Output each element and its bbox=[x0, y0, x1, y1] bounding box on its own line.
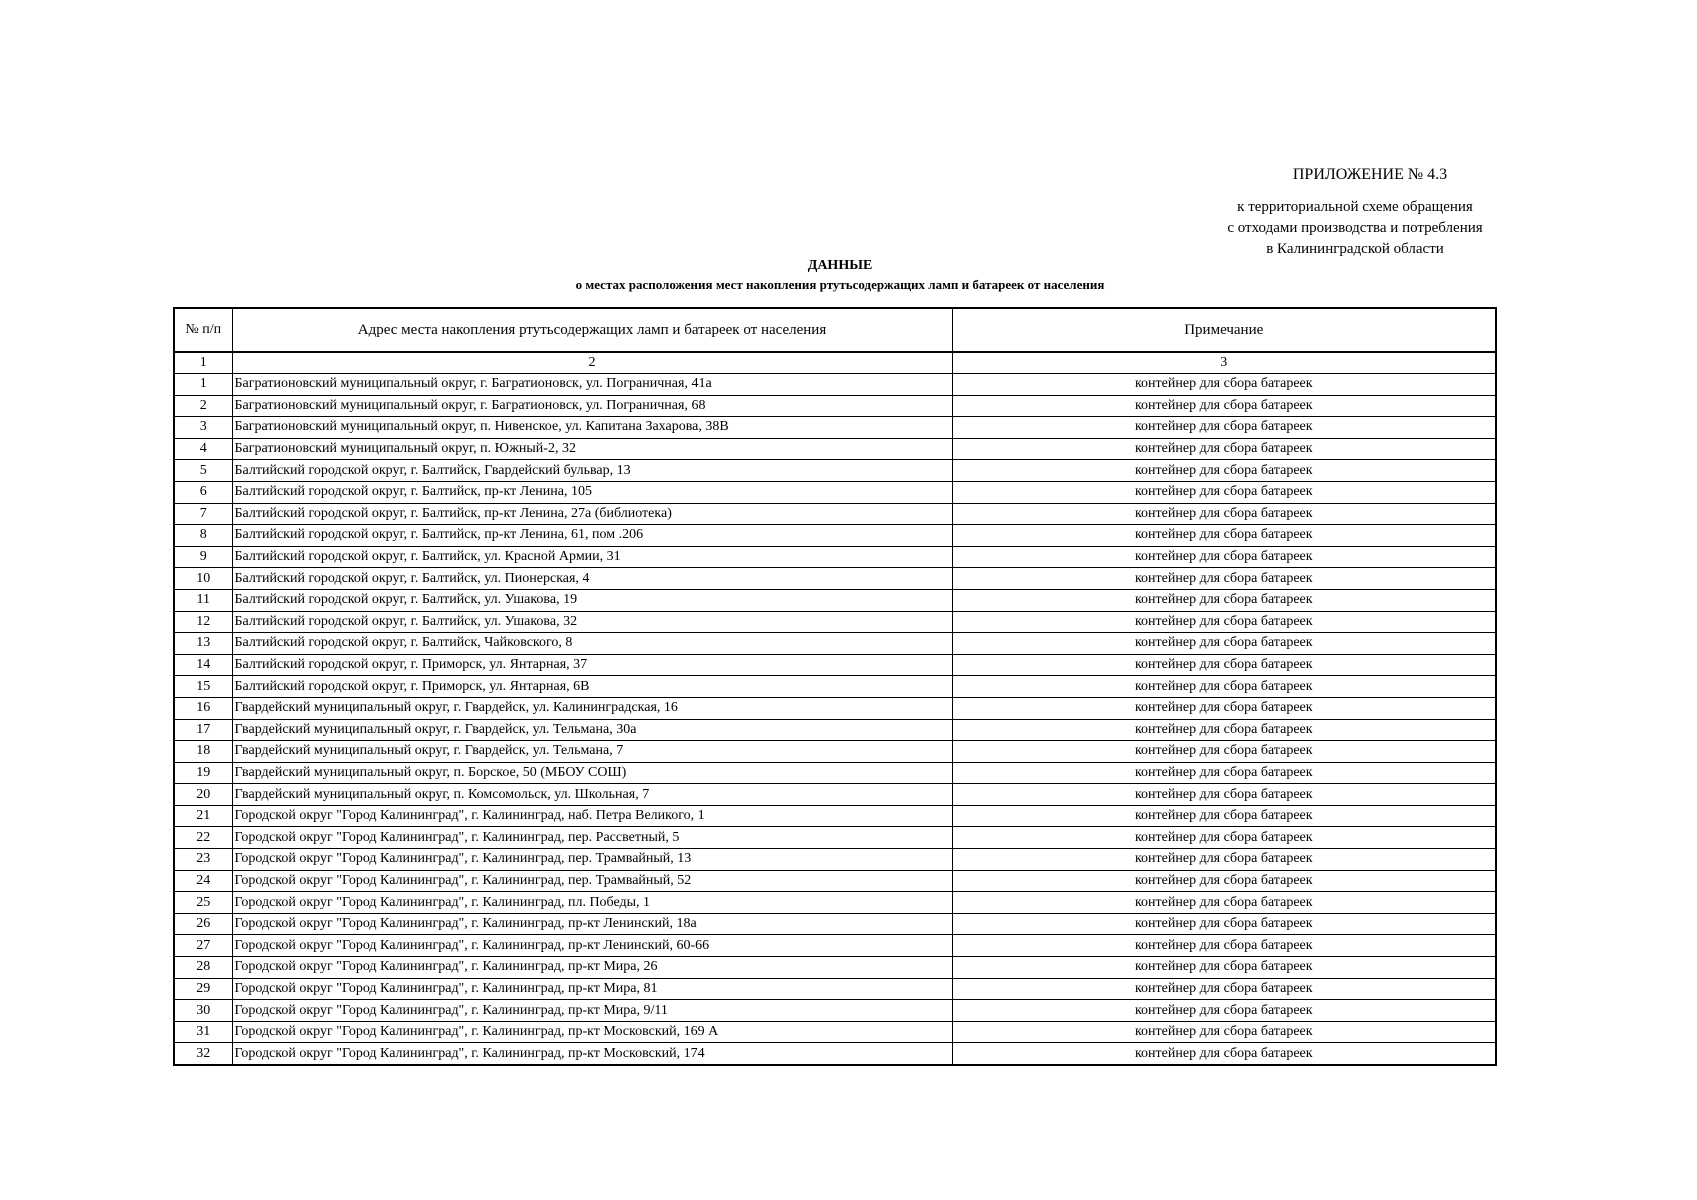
appendix-block bbox=[1150, 166, 1560, 260]
column-number: 1 bbox=[174, 352, 232, 374]
row-address: Балтийский городской округ, г. Балтийск, пр-кт Ленина, 27а (библиотека) bbox=[232, 503, 952, 525]
column-number: 3 bbox=[952, 352, 1496, 374]
row-address: Багратионовский муниципальный округ, г. Багратионовск, ул. Пограничная, 68 bbox=[232, 395, 952, 417]
table-row bbox=[174, 784, 1496, 806]
table-row bbox=[174, 935, 1496, 957]
row-number: 20 bbox=[174, 784, 232, 806]
row-note: контейнер для сбора батареек bbox=[952, 805, 1496, 827]
row-note: контейнер для сбора батареек bbox=[952, 1043, 1496, 1065]
table-row bbox=[174, 978, 1496, 1000]
row-number: 23 bbox=[174, 849, 232, 871]
table-row bbox=[174, 957, 1496, 979]
row-note: контейнер для сбора батареек bbox=[952, 589, 1496, 611]
appendix-line: к территориальной схеме обращения bbox=[1237, 199, 1473, 215]
row-number: 19 bbox=[174, 762, 232, 784]
row-number: 30 bbox=[174, 1000, 232, 1022]
table-row bbox=[174, 1021, 1496, 1043]
row-note: контейнер для сбора батареек bbox=[952, 719, 1496, 741]
row-number: 27 bbox=[174, 935, 232, 957]
row-address: Городской округ "Город Калининград", г. Калининград, пер. Трамвайный, 13 bbox=[232, 849, 952, 871]
row-address: Гвардейский муниципальный округ, п. Борское, 50 (МБОУ СОШ) bbox=[232, 762, 952, 784]
row-address: Балтийский городской округ, г. Балтийск, ул. Ушакова, 32 bbox=[232, 611, 952, 633]
table-row bbox=[174, 741, 1496, 763]
row-number: 6 bbox=[174, 481, 232, 503]
row-address: Городской округ "Город Калининград", г. Калининград, пр-кт Мира, 9/11 bbox=[232, 1000, 952, 1022]
header-address: Адрес места накопления ртутьсодержащих ламп и батареек от населения bbox=[232, 308, 952, 352]
row-number: 9 bbox=[174, 546, 232, 568]
row-address: Городской округ "Город Калининград", г. Калининград, пр-кт Мира, 26 bbox=[232, 957, 952, 979]
row-note: контейнер для сбора батареек bbox=[952, 935, 1496, 957]
row-note: контейнер для сбора батареек bbox=[952, 525, 1496, 547]
table-row bbox=[174, 568, 1496, 590]
table-row bbox=[174, 1000, 1496, 1022]
row-note: контейнер для сбора батареек bbox=[952, 568, 1496, 590]
table-row bbox=[174, 503, 1496, 525]
row-note: контейнер для сбора батареек bbox=[952, 957, 1496, 979]
row-number: 12 bbox=[174, 611, 232, 633]
row-address: Балтийский городской округ, г. Балтийск, пр-кт Ленина, 105 bbox=[232, 481, 952, 503]
row-note: контейнер для сбора батареек bbox=[952, 417, 1496, 439]
row-note: контейнер для сбора батареек bbox=[952, 460, 1496, 482]
appendix-line: в Калининградской области bbox=[1266, 241, 1444, 257]
row-address: Городской округ "Город Калининград", г. Калининград, пл. Победы, 1 bbox=[232, 892, 952, 914]
row-number: 21 bbox=[174, 805, 232, 827]
appendix-title: ПРИЛОЖЕНИЕ № 4.3 bbox=[1292, 166, 1448, 183]
table-row bbox=[174, 870, 1496, 892]
table-row bbox=[174, 417, 1496, 439]
table-row bbox=[174, 460, 1496, 482]
row-number: 29 bbox=[174, 978, 232, 1000]
row-number: 8 bbox=[174, 525, 232, 547]
row-number: 31 bbox=[174, 1021, 232, 1043]
row-address: Городской округ "Город Калининград", г. Калининград, пер. Рассветный, 5 bbox=[232, 827, 952, 849]
row-number: 2 bbox=[174, 395, 232, 417]
row-address: Балтийский городской округ, г. Балтийск, Чайковского, 8 bbox=[232, 633, 952, 655]
table-row bbox=[174, 849, 1496, 871]
table-row bbox=[174, 719, 1496, 741]
row-number: 18 bbox=[174, 741, 232, 763]
row-note: контейнер для сбора батареек bbox=[952, 481, 1496, 503]
row-note: контейнер для сбора батареек bbox=[952, 849, 1496, 871]
row-note: контейнер для сбора батареек bbox=[952, 546, 1496, 568]
document-subtitle: о местах расположения мест накопления ртутьсодержащих ламп и батареек от населения bbox=[575, 277, 1105, 292]
row-address: Городской округ "Город Калининград", г. Калининград, пер. Трамвайный, 52 bbox=[232, 870, 952, 892]
table-row bbox=[174, 374, 1496, 396]
row-note: контейнер для сбора батареек bbox=[952, 676, 1496, 698]
row-address: Городской округ "Город Калининград", г. Калининград, наб. Петра Великого, 1 bbox=[232, 805, 952, 827]
row-number: 28 bbox=[174, 957, 232, 979]
row-number: 26 bbox=[174, 913, 232, 935]
column-number: 2 bbox=[232, 352, 952, 374]
row-number: 11 bbox=[174, 589, 232, 611]
row-number: 1 bbox=[174, 374, 232, 396]
row-address: Городской округ "Город Калининград", г. Калининград, пр-кт Ленинский, 60-66 bbox=[232, 935, 952, 957]
table-row bbox=[174, 611, 1496, 633]
row-note: контейнер для сбора батареек bbox=[952, 784, 1496, 806]
row-number: 22 bbox=[174, 827, 232, 849]
row-address: Багратионовский муниципальный округ, п. Нивенское, ул. Капитана Захарова, 38В bbox=[232, 417, 952, 439]
row-number: 7 bbox=[174, 503, 232, 525]
row-note: контейнер для сбора батареек bbox=[952, 741, 1496, 763]
row-number: 16 bbox=[174, 697, 232, 719]
table-row bbox=[174, 762, 1496, 784]
row-address: Гвардейский муниципальный округ, г. Гвардейск, ул. Тельмана, 30а bbox=[232, 719, 952, 741]
table-row bbox=[174, 546, 1496, 568]
table-row bbox=[174, 438, 1496, 460]
document-heading bbox=[450, 257, 1230, 295]
table-row bbox=[174, 913, 1496, 935]
row-address: Балтийский городской округ, г. Балтийск, пр-кт Ленина, 61, пом .206 bbox=[232, 525, 952, 547]
row-address: Городской округ "Город Калининград", г. Калининград, пр-кт Московский, 174 bbox=[232, 1043, 952, 1065]
row-address: Балтийский городской округ, г. Приморск, ул. Янтарная, 37 bbox=[232, 654, 952, 676]
row-address: Балтийский городской округ, г. Приморск, ул. Янтарная, 6В bbox=[232, 676, 952, 698]
document-title: ДАННЫЕ bbox=[807, 258, 873, 273]
table-row bbox=[174, 589, 1496, 611]
row-note: контейнер для сбора батареек bbox=[952, 503, 1496, 525]
data-table bbox=[173, 307, 1497, 1066]
row-number: 3 bbox=[174, 417, 232, 439]
table-row bbox=[174, 525, 1496, 547]
row-number: 10 bbox=[174, 568, 232, 590]
row-note: контейнер для сбора батареек bbox=[952, 913, 1496, 935]
row-note: контейнер для сбора батареек bbox=[952, 978, 1496, 1000]
row-note: контейнер для сбора батареек bbox=[952, 438, 1496, 460]
table-row bbox=[174, 633, 1496, 655]
row-number: 25 bbox=[174, 892, 232, 914]
table-row bbox=[174, 481, 1496, 503]
row-number: 17 bbox=[174, 719, 232, 741]
table-row bbox=[174, 676, 1496, 698]
row-address: Гвардейский муниципальный округ, п. Комсомольск, ул. Школьная, 7 bbox=[232, 784, 952, 806]
row-note: контейнер для сбора батареек bbox=[952, 1021, 1496, 1043]
row-note: контейнер для сбора батареек bbox=[952, 892, 1496, 914]
row-note: контейнер для сбора батареек bbox=[952, 374, 1496, 396]
row-note: контейнер для сбора батареек bbox=[952, 870, 1496, 892]
row-number: 13 bbox=[174, 633, 232, 655]
row-address: Балтийский городской округ, г. Балтийск, Гвардейский бульвар, 13 bbox=[232, 460, 952, 482]
appendix-line: с отходами производства и потребления bbox=[1227, 220, 1483, 236]
row-number: 15 bbox=[174, 676, 232, 698]
row-number: 32 bbox=[174, 1043, 232, 1065]
table-row bbox=[174, 654, 1496, 676]
row-number: 24 bbox=[174, 870, 232, 892]
table-row bbox=[174, 827, 1496, 849]
header-num: № п/п bbox=[174, 308, 232, 352]
row-note: контейнер для сбора батареек bbox=[952, 1000, 1496, 1022]
table-row bbox=[174, 892, 1496, 914]
column-number-row bbox=[174, 352, 1496, 374]
row-address: Балтийский городской округ, г. Балтийск, ул. Ушакова, 19 bbox=[232, 589, 952, 611]
row-number: 14 bbox=[174, 654, 232, 676]
table-row bbox=[174, 697, 1496, 719]
row-note: контейнер для сбора батареек bbox=[952, 762, 1496, 784]
table-row bbox=[174, 805, 1496, 827]
row-number: 4 bbox=[174, 438, 232, 460]
table-header-row bbox=[174, 308, 1496, 352]
row-address: Балтийский городской округ, г. Балтийск, ул. Красной Армии, 31 bbox=[232, 546, 952, 568]
row-address: Гвардейский муниципальный округ, г. Гвардейск, ул. Калининградская, 16 bbox=[232, 697, 952, 719]
row-note: контейнер для сбора батареек bbox=[952, 395, 1496, 417]
row-address: Багратионовский муниципальный округ, г. Багратионовск, ул. Пограничная, 41а bbox=[232, 374, 952, 396]
table-row bbox=[174, 395, 1496, 417]
row-note: контейнер для сбора батареек bbox=[952, 827, 1496, 849]
row-note: контейнер для сбора батареек bbox=[952, 697, 1496, 719]
row-number: 5 bbox=[174, 460, 232, 482]
row-address: Городской округ "Город Калининград", г. Калининград, пр-кт Ленинский, 18а bbox=[232, 913, 952, 935]
row-note: контейнер для сбора батареек bbox=[952, 633, 1496, 655]
row-address: Гвардейский муниципальный округ, г. Гвардейск, ул. Тельмана, 7 bbox=[232, 741, 952, 763]
row-note: контейнер для сбора батареек bbox=[952, 611, 1496, 633]
table-row bbox=[174, 1043, 1496, 1065]
table-body bbox=[174, 374, 1496, 1066]
row-address: Городской округ "Город Калининград", г. Калининград, пр-кт Мира, 81 bbox=[232, 978, 952, 1000]
row-address: Городской округ "Город Калининград", г. Калининград, пр-кт Московский, 169 А bbox=[232, 1021, 952, 1043]
row-address: Багратионовский муниципальный округ, п. Южный-2, 32 bbox=[232, 438, 952, 460]
header-note: Примечание bbox=[952, 308, 1496, 352]
row-address: Балтийский городской округ, г. Балтийск, ул. Пионерская, 4 bbox=[232, 568, 952, 590]
row-note: контейнер для сбора батареек bbox=[952, 654, 1496, 676]
